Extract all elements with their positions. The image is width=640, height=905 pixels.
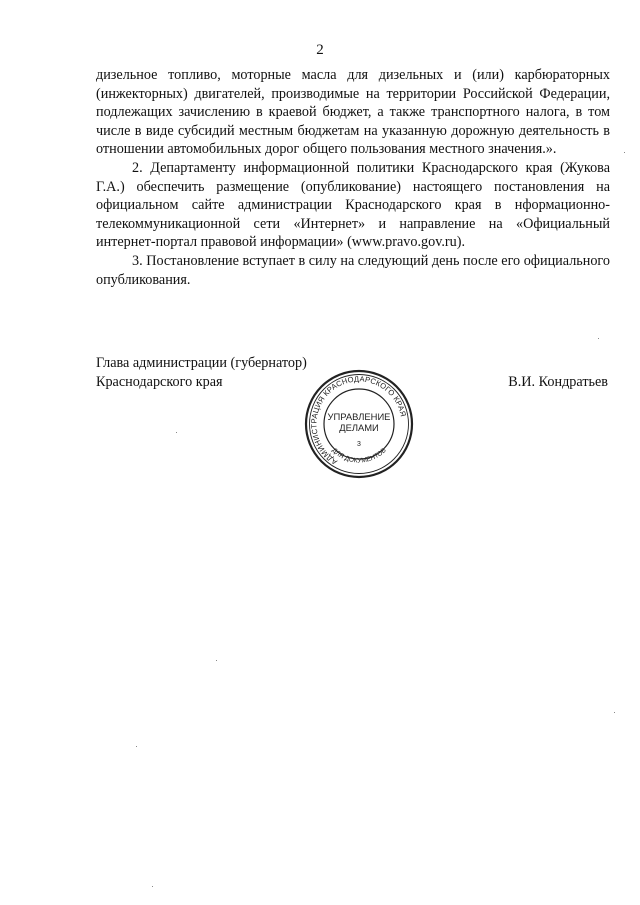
seal-center-line1: УПРАВЛЕНИЕ (327, 411, 391, 422)
scan-speck (624, 152, 625, 153)
scan-speck (136, 746, 137, 747)
scan-speck (176, 432, 177, 433)
paragraph-item-2: 2. Департаменту информационной политики Краснодарского края (Жукова Г.А.) обеспечить размещение (опубликование) настоящего постановления на официальном сайте администрации Краснодарского края в нформационно-телекоммуникационной сети «Интернет» и направление на «Официальный интернет-портал правовой информации» (www.pravo.gov.ru). (96, 159, 610, 251)
paragraph-item-3: 3. Постановление вступает в силу на следующий день после его официального опубликования. (96, 252, 610, 288)
svg-text:ДЛЯ ДОКУМЕНТОВ (330, 447, 388, 465)
scan-speck (216, 660, 217, 661)
seal-center-line2: ДЕЛАМИ (339, 422, 379, 433)
scan-speck (614, 712, 615, 713)
scan-speck (598, 338, 599, 339)
signatory-title-line1: Глава администрации (губернатор) (96, 355, 307, 371)
seal-ring-text: АДМИНИСТРАЦИЯ КРАСНОДАРСКОГО КРАЯ (309, 374, 408, 467)
paragraph-continuation: дизельное топливо, моторные масла для дизельных и (или) карбюраторных (инжекторных) двигателей, производимые на территории Российской Федерации, подлежащих зачислению в краевой бюджет, а также транспортного налога, в том числе в виде субсидий местным бюджетам на указанную дорожную деятельность в отношении автомобильных дорог общего пользования местного значения.». (96, 67, 610, 158)
document-body (96, 66, 610, 289)
official-seal-stamp (303, 368, 415, 480)
scan-speck (152, 886, 153, 887)
page-number: 2 (316, 42, 324, 58)
signatory-name: В.И. Кондратьев (508, 373, 608, 390)
seal-number: 3 (357, 441, 361, 448)
signatory-title-line2: Краснодарского края (96, 373, 223, 390)
seal-bottom-text: ДЛЯ ДОКУМЕНТОВ (330, 446, 388, 465)
